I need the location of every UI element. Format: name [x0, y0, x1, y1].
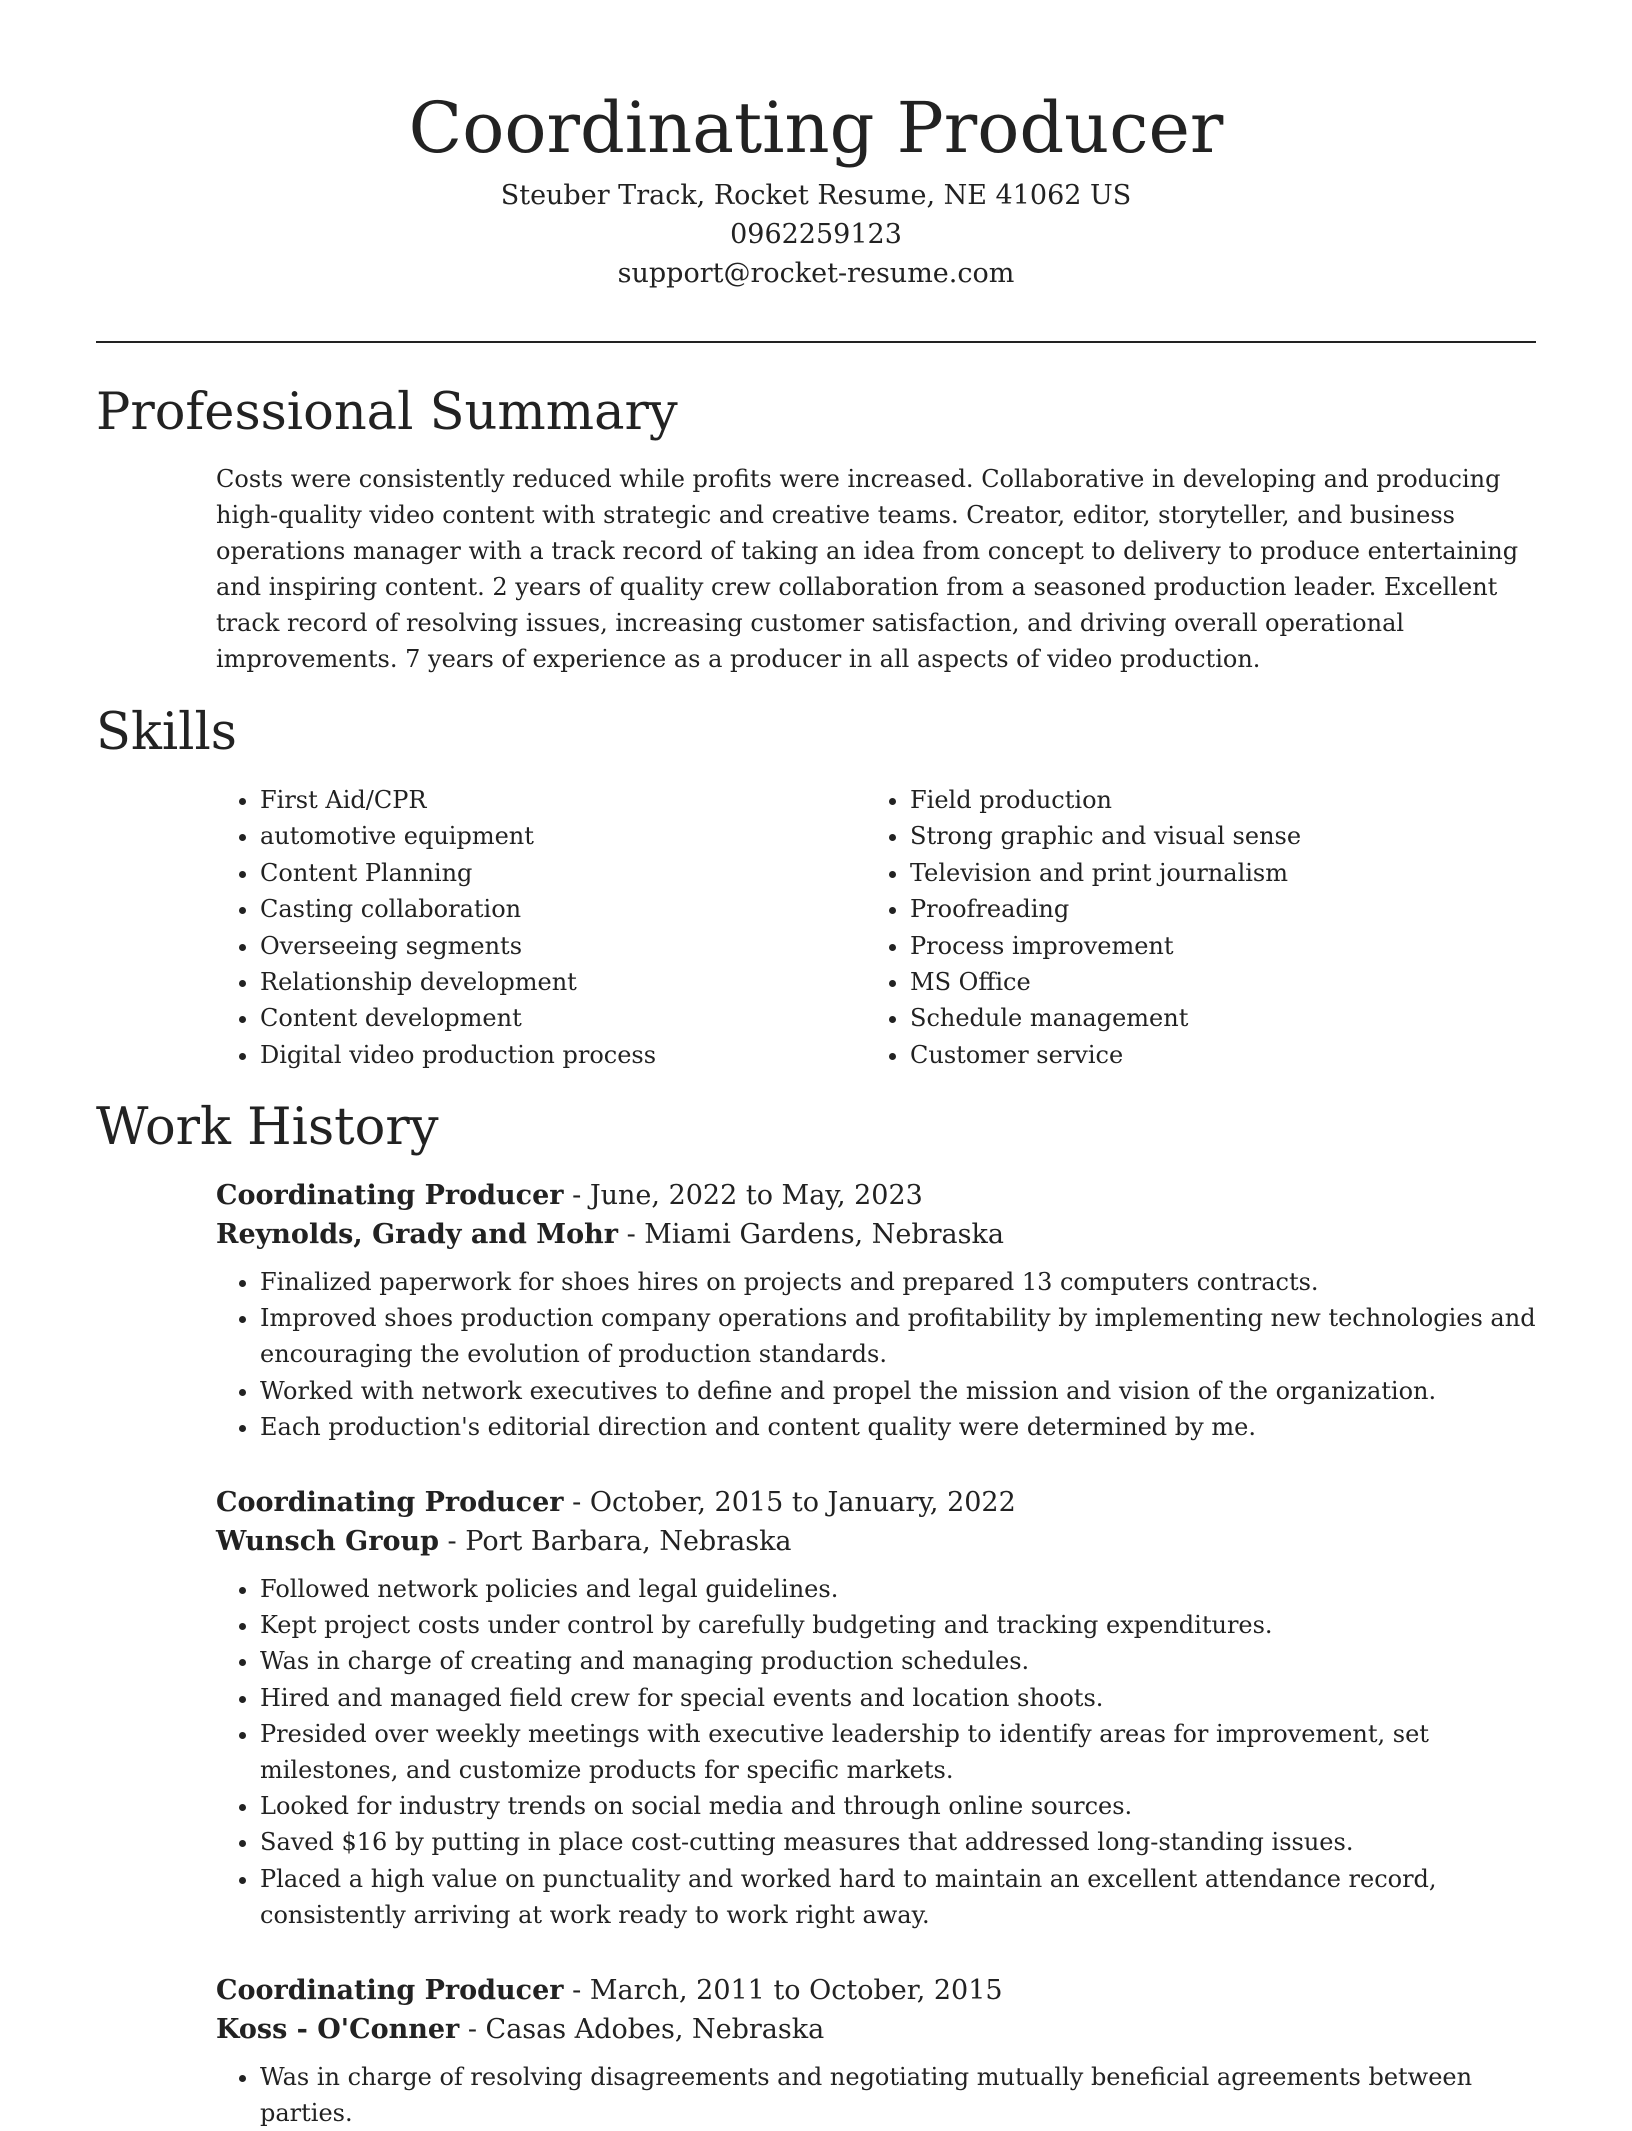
skill-item: • Field production: [910, 782, 1471, 818]
job-bullet: • Worked with network executives to define and propel the mission and vision of the organization.: [260, 1373, 1536, 1409]
summary-text: Costs were consistently reduced while profits were increased. Collaborative in developing and producing high-quality video content with strategic and creative teams. Creator, editor, storyteller, and business operations manager with a track record of taking an idea from concept to delivery to produce entertaining and inspiring content. 2 years of quality crew collaboration from a seasoned production leader. Excellent track record of resolving issues, increasing customer satisfaction, and driving overall operational improvements. 7 years of experience as a producer in all aspects of video production.: [216, 465, 1519, 673]
job-company-line: [216, 1522, 1536, 1561]
contact-email: support@rocket-resume.com: [617, 258, 1015, 289]
job-location: - Miami Gardens, Nebraska: [617, 1219, 1004, 1250]
job-bullet: • Hired and managed field crew for special events and location shoots.: [260, 1680, 1536, 1716]
job-bullet: • Was in charge of resolving disagreements and negotiating mutually beneficial agreements between parties.: [260, 2059, 1536, 2131]
job-role: Coordinating Producer: [216, 1487, 564, 1518]
job-bullets: [216, 1571, 1536, 1933]
skill-item: • Schedule management: [910, 1000, 1471, 1036]
contact-address: Steuber Track, Rocket Resume, NE 41062 US: [500, 180, 1132, 211]
skill-item: • Digital video production process: [260, 1037, 821, 1073]
summary-heading: Professional Summary: [96, 383, 678, 442]
skills-heading: Skills: [96, 703, 237, 762]
job-dates: - October, 2015 to January, 2022: [563, 1487, 1016, 1518]
skill-item: • Content development: [260, 1000, 821, 1036]
skills-list: [216, 782, 1536, 1073]
skill-item: • Process improvement: [910, 928, 1471, 964]
job-bullet: • Improved shoes production company operations and profitability by implementing new technologies and encouraging the evolution of production standards.: [260, 1300, 1536, 1372]
job-dates: - June, 2022 to May, 2023: [563, 1180, 923, 1211]
skill-item: • Casting collaboration: [260, 891, 821, 927]
job-bullet: • Each production's editorial direction and content quality were determined by me.: [260, 1409, 1536, 1445]
header-divider: [96, 341, 1536, 343]
job-company-line: [216, 1215, 1536, 1254]
skill-item: • Relationship development: [260, 964, 821, 1000]
job-location: - Port Barbara, Nebraska: [438, 1526, 792, 1557]
job-company-line: [216, 2010, 1536, 2049]
work-history-heading: Work History: [96, 1098, 439, 1157]
job-title-line: [216, 1971, 1536, 2010]
job-company: Koss - O'Conner: [216, 2014, 460, 2045]
job-company: Reynolds, Grady and Mohr: [216, 1219, 618, 1250]
job-bullet: • Followed network policies and legal guidelines.: [260, 1571, 1536, 1607]
job-bullet: • Presided over weekly meetings with executive leadership to identify areas for improvement, set milestones, and customize products for specific markets.: [260, 1716, 1536, 1788]
skill-item: • First Aid/CPR: [260, 782, 821, 818]
skill-item: • Customer service: [910, 1037, 1471, 1073]
job-role: Coordinating Producer: [216, 1180, 564, 1211]
skill-item: • Proofreading: [910, 891, 1471, 927]
job-bullet: • Was in charge of creating and managing production schedules.: [260, 1643, 1536, 1679]
job-bullet: • Looked for industry trends on social media and through online sources.: [260, 1788, 1536, 1824]
skill-item: • automotive equipment: [260, 818, 821, 854]
job-bullets: [216, 1264, 1536, 1445]
skills-column-right: [866, 782, 1471, 1073]
job-bullet: • Placed a high value on punctuality and worked hard to maintain an excellent attendance record, consistently arriving at work ready to work right away.: [260, 1861, 1536, 1933]
skill-item: • Content Planning: [260, 855, 821, 891]
skill-item: • Strong graphic and visual sense: [910, 818, 1471, 854]
skill-item: • MS Office: [910, 964, 1471, 1000]
job-dates: - March, 2011 to October, 2015: [563, 1975, 1003, 2006]
job-bullet: • Kept project costs under control by carefully budgeting and tracking expenditures.: [260, 1607, 1536, 1643]
job-role: Coordinating Producer: [216, 1975, 564, 2006]
skills-column-left: [216, 782, 821, 1073]
job-entry: [216, 1483, 1536, 1933]
job-location: - Casas Adobes, Nebraska: [459, 2014, 825, 2045]
candidate-name: Coordinating Producer: [408, 87, 1224, 169]
job-entry: [216, 1971, 1536, 2131]
job-entry: [216, 1176, 1536, 1445]
resume-header: [0, 80, 1632, 293]
contact-phone: 0962259123: [730, 219, 902, 250]
job-company: Wunsch Group: [216, 1526, 439, 1557]
job-title-line: [216, 1176, 1536, 1215]
skill-item: • Television and print journalism: [910, 855, 1471, 891]
skill-item: • Overseeing segments: [260, 928, 821, 964]
job-bullet: • Saved $16 by putting in place cost-cutting measures that addressed long-standing issues.: [260, 1824, 1536, 1860]
job-bullets: [216, 2059, 1536, 2131]
job-bullet: • Finalized paperwork for shoes hires on projects and prepared 13 computers contracts.: [260, 1264, 1536, 1300]
job-title-line: [216, 1483, 1536, 1522]
